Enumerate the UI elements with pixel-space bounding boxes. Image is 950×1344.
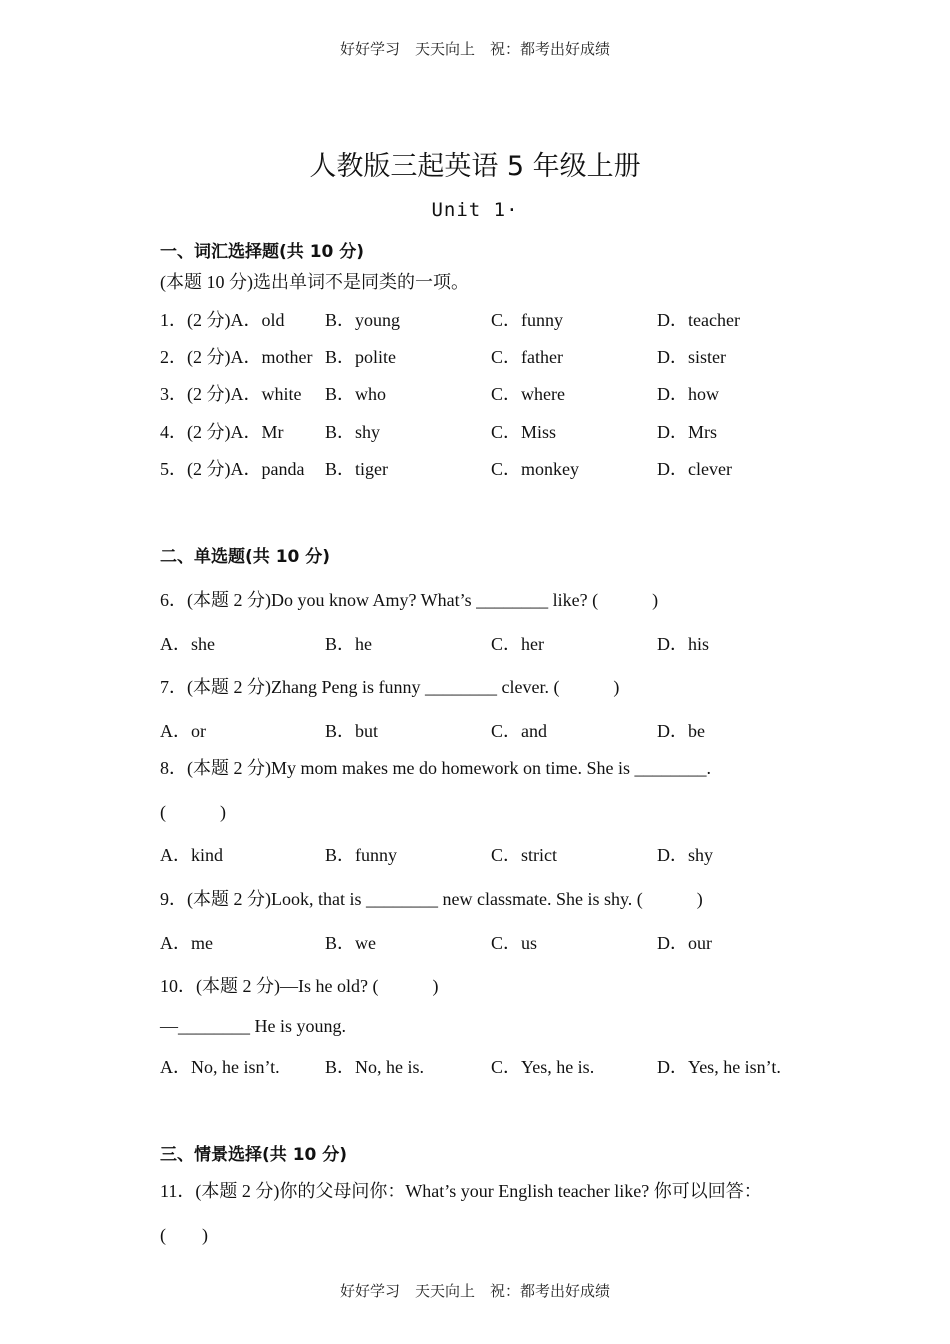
question-stem: 2．(2 分)A．mother — [160, 347, 313, 367]
option-b: B．funny — [325, 845, 397, 865]
question-stem: 4．(2 分)A．Mr — [160, 422, 284, 442]
option-c: C．Miss — [491, 422, 557, 442]
option-d: D．Mrs — [657, 422, 718, 442]
option-a: A．or — [160, 721, 206, 741]
question-stem: 1．(2 分)A．old — [160, 310, 285, 330]
option-b: B．who — [325, 384, 387, 404]
option-c: C．and — [491, 721, 547, 741]
option-a: A．kind — [160, 845, 223, 865]
page-title: 人教版三起英语 5 年级上册 — [309, 151, 641, 182]
option-d: D．sister — [657, 347, 726, 367]
option-c: C．funny — [491, 310, 563, 330]
option-d: D．how — [657, 384, 719, 404]
option-d: D．shy — [657, 845, 714, 865]
option-a: A．me — [160, 933, 213, 953]
option-b: B．No, he is. — [325, 1057, 424, 1077]
question-6-stem: 6．(本题 2 分)Do you know Amy? What’s ________ like? ( ) — [160, 590, 659, 610]
option-d: D．our — [657, 933, 712, 953]
option-a: A．she — [160, 634, 215, 654]
option-c: C．us — [491, 933, 538, 953]
question-7-stem: 7．(本题 2 分)Zhang Peng is funny ________ clever. ( ) — [160, 677, 620, 697]
page-header: 好好学习 天天向上 祝：都考出好成绩 — [339, 40, 610, 58]
option-c: C．Yes, he is. — [491, 1057, 595, 1077]
question-10-dialogue: —________ He is young. — [160, 1016, 346, 1036]
page-footer: 好好学习 天天向上 祝：都考出好成绩 — [339, 1282, 610, 1300]
option-b: B．polite — [325, 347, 396, 367]
option-c: C．her — [491, 634, 544, 654]
question-10-stem: 10．(本题 2 分)—Is he old? ( ) — [160, 976, 439, 996]
option-b: B．tiger — [325, 459, 388, 479]
question-9-stem: 9．(本题 2 分)Look, that is ________ new classmate. She is shy. ( ) — [160, 889, 703, 909]
option-b: B．shy — [325, 422, 381, 442]
section-1-heading: 一、词汇选择题(共 10 分) — [160, 242, 365, 262]
option-d: D．teacher — [657, 310, 740, 330]
option-d: D．clever — [657, 459, 732, 479]
question-11-answer-bracket: ( ) — [160, 1225, 208, 1245]
option-d: D．Yes, he isn’t. — [657, 1057, 781, 1077]
option-d: D．be — [657, 721, 705, 741]
option-a: A．No, he isn’t. — [160, 1057, 280, 1077]
option-c: C．strict — [491, 845, 557, 865]
section-3-heading: 三、情景选择(共 10 分) — [160, 1145, 348, 1165]
option-d: D．his — [657, 634, 710, 654]
question-8-answer-bracket: ( ) — [160, 802, 226, 822]
option-b: B．but — [325, 721, 379, 741]
section-1-instruction: (本题 10 分)选出单词不是同类的一项。 — [160, 272, 469, 292]
option-b: B．he — [325, 634, 372, 654]
option-c: C．monkey — [491, 459, 579, 479]
option-b: B．we — [325, 933, 376, 953]
question-stem: 5．(2 分)A．panda — [160, 459, 305, 479]
section-2-heading: 二、单选题(共 10 分) — [160, 547, 331, 567]
option-c: C．father — [491, 347, 563, 367]
question-stem: 3．(2 分)A．white — [160, 384, 302, 404]
unit-subtitle: Unit 1· — [431, 199, 519, 221]
question-8-stem: 8．(本题 2 分)My mom makes me do homework on time. She is ________. — [160, 758, 711, 778]
option-b: B．young — [325, 310, 401, 330]
question-11-stem: 11．(本题 2 分)你的父母问你：What’s your English teacher like? 你可以回答： — [160, 1181, 762, 1201]
option-c: C．where — [491, 384, 565, 404]
